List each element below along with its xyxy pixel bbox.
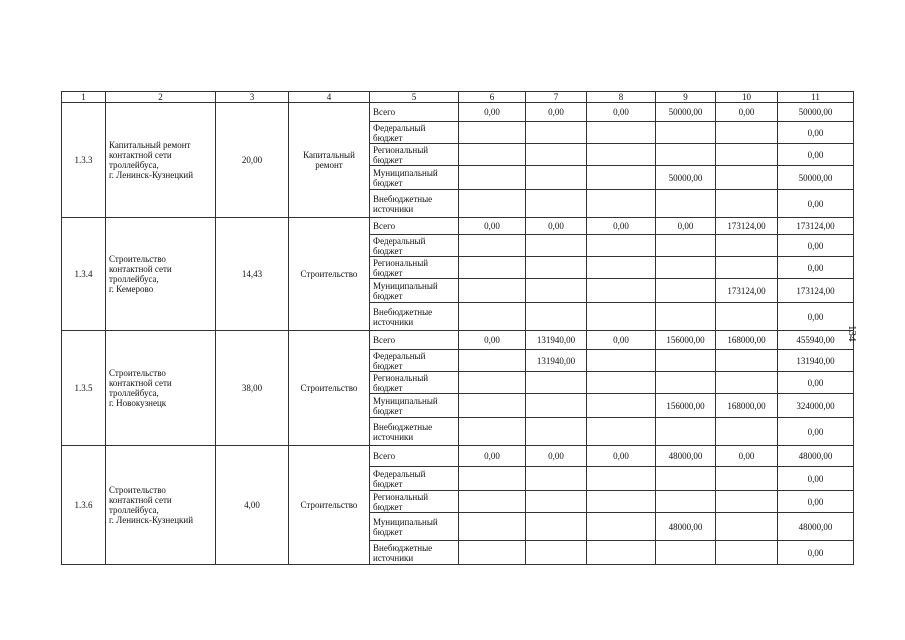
value-cell-10: 168000,00 <box>716 394 778 418</box>
funding-source-line: источники <box>373 316 414 327</box>
value-cell-10 <box>716 372 778 394</box>
item-name <box>106 218 216 331</box>
funding-source <box>370 235 459 257</box>
funding-source-line: Муниципальный <box>373 516 438 527</box>
funding-source-line: бюджет <box>373 360 403 371</box>
value-cell-10 <box>716 513 778 541</box>
funding-source-line: Региональный <box>373 372 429 383</box>
item-name-line: контактной сети <box>109 264 172 274</box>
value-cell-9 <box>656 372 716 394</box>
item-name-line: г. Ленинск-Кузнецкий <box>109 515 194 525</box>
value-cell-11: 0,00 <box>778 190 854 218</box>
value-cell-11: 0,00 <box>778 541 854 565</box>
value-cell-11: 173124,00 <box>778 279 854 303</box>
funding-source <box>370 190 459 218</box>
value-cell-9 <box>656 257 716 279</box>
funding-source-line: Внебюджетные <box>373 421 433 432</box>
column-number: 10 <box>716 92 778 103</box>
value-cell-9: 50000,00 <box>656 166 716 190</box>
value-cell-8 <box>587 491 656 513</box>
funding-source <box>370 303 459 331</box>
value-cell-7 <box>526 279 587 303</box>
value-cell-6 <box>459 257 526 279</box>
funding-source-line: Региональный <box>373 491 429 502</box>
value-cell-11: 173124,00 <box>778 218 854 235</box>
value-cell-6 <box>459 541 526 565</box>
value-cell-8 <box>587 303 656 331</box>
value-cell-8 <box>587 418 656 446</box>
value-cell-9 <box>656 190 716 218</box>
value-cell-6 <box>459 190 526 218</box>
value-cell-10: 0,00 <box>716 103 778 122</box>
item-name-line: Капитальный ремонт <box>109 140 191 150</box>
value-cell-10 <box>716 257 778 279</box>
value-cell-10 <box>716 303 778 331</box>
item-name <box>106 103 216 218</box>
value-cell-7: 131940,00 <box>526 350 587 372</box>
value-cell-9 <box>656 303 716 331</box>
value-cell-9: 156000,00 <box>656 394 716 418</box>
work-type-line: Строительство <box>300 269 358 279</box>
work-type <box>289 446 370 565</box>
value-cell-7 <box>526 513 587 541</box>
value-cell-11: 50000,00 <box>778 166 854 190</box>
item-name-line: г. Кемерово <box>109 284 154 294</box>
value-cell-11: 50000,00 <box>778 103 854 122</box>
value-cell-10 <box>716 144 778 166</box>
column-number: 5 <box>370 92 459 103</box>
value-cell-6 <box>459 350 526 372</box>
value-cell-7 <box>526 541 587 565</box>
item-code: 1.3.5 <box>62 331 106 446</box>
value-cell-6 <box>459 372 526 394</box>
funding-source-line: Федеральный <box>373 468 426 479</box>
funding-source-line: бюджет <box>373 405 403 416</box>
table-row <box>62 103 854 122</box>
value-cell-8 <box>587 279 656 303</box>
value-cell-7: 0,00 <box>526 103 587 122</box>
value-cell-6 <box>459 279 526 303</box>
value-cell-10 <box>716 491 778 513</box>
funding-source <box>370 144 459 166</box>
value-cell-7 <box>526 303 587 331</box>
value-cell-8 <box>587 122 656 144</box>
item-name-line: г. Ленинск-Кузнецкий <box>109 170 194 180</box>
value-cell-9 <box>656 541 716 565</box>
item-name-line: контактной сети <box>109 150 172 160</box>
funding-source-line: бюджет <box>373 132 403 143</box>
value-cell-11: 0,00 <box>778 257 854 279</box>
value-cell-7 <box>526 394 587 418</box>
item-name-line: троллейбуса, <box>109 160 159 170</box>
value-cell-7 <box>526 144 587 166</box>
value-cell-10 <box>716 350 778 372</box>
value-cell-6 <box>459 235 526 257</box>
value-cell-9: 50000,00 <box>656 103 716 122</box>
funding-source <box>370 394 459 418</box>
funding-source <box>370 257 459 279</box>
value-cell-8 <box>587 513 656 541</box>
value-cell-7: 131940,00 <box>526 331 587 350</box>
value-cell-9 <box>656 467 716 491</box>
value-cell-10 <box>716 122 778 144</box>
value-cell-6 <box>459 418 526 446</box>
budget-table <box>61 91 854 565</box>
funding-source-line: бюджет <box>373 267 403 278</box>
column-number: 8 <box>587 92 656 103</box>
funding-source-line: Муниципальный <box>373 395 438 406</box>
value-cell-7 <box>526 257 587 279</box>
value-cell-11: 0,00 <box>778 491 854 513</box>
value-cell-10: 173124,00 <box>716 218 778 235</box>
value-cell-7 <box>526 467 587 491</box>
value-cell-11: 0,00 <box>778 122 854 144</box>
item-name <box>106 446 216 565</box>
value-cell-10 <box>716 235 778 257</box>
item-amount: 38,00 <box>216 331 289 446</box>
work-type-line: Строительство <box>300 500 358 510</box>
value-cell-8 <box>587 257 656 279</box>
work-type-line: Строительство <box>300 383 358 393</box>
funding-source <box>370 218 459 235</box>
value-cell-10: 168000,00 <box>716 331 778 350</box>
value-cell-9 <box>656 279 716 303</box>
column-number: 2 <box>106 92 216 103</box>
page-number: 134 <box>846 325 858 342</box>
item-amount: 14,43 <box>216 218 289 331</box>
funding-source <box>370 350 459 372</box>
work-type <box>289 331 370 446</box>
value-cell-8 <box>587 350 656 372</box>
value-cell-11: 0,00 <box>778 467 854 491</box>
value-cell-9: 0,00 <box>656 218 716 235</box>
funding-source <box>370 103 459 122</box>
value-cell-6: 0,00 <box>459 446 526 467</box>
value-cell-11: 0,00 <box>778 418 854 446</box>
value-cell-9 <box>656 235 716 257</box>
funding-source-line: Всего <box>373 107 396 117</box>
funding-source-line: бюджет <box>373 478 403 489</box>
value-cell-9 <box>656 350 716 372</box>
item-name-line: Строительство <box>109 485 166 495</box>
value-cell-11: 131940,00 <box>778 350 854 372</box>
item-name-line: контактной сети <box>109 378 172 388</box>
value-cell-8 <box>587 144 656 166</box>
value-cell-8: 0,00 <box>587 218 656 235</box>
funding-source-line: Всего <box>373 451 396 461</box>
item-amount: 4,00 <box>216 446 289 565</box>
column-number: 1 <box>62 92 106 103</box>
value-cell-6: 0,00 <box>459 218 526 235</box>
table-row <box>62 331 854 350</box>
funding-source-line: бюджет <box>373 290 403 301</box>
value-cell-7 <box>526 418 587 446</box>
funding-source-line: Внебюджетные <box>373 542 433 553</box>
value-cell-9: 48000,00 <box>656 446 716 467</box>
value-cell-8 <box>587 467 656 491</box>
item-amount: 20,00 <box>216 103 289 218</box>
value-cell-7 <box>526 372 587 394</box>
value-cell-11: 0,00 <box>778 303 854 331</box>
funding-source-line: бюджет <box>373 177 403 188</box>
item-name <box>106 331 216 446</box>
value-cell-9 <box>656 122 716 144</box>
value-cell-8 <box>587 372 656 394</box>
item-name-line: троллейбуса, <box>109 274 159 284</box>
value-cell-7 <box>526 491 587 513</box>
value-cell-8 <box>587 235 656 257</box>
funding-source-line: Федеральный <box>373 350 426 361</box>
value-cell-10 <box>716 190 778 218</box>
funding-source <box>370 331 459 350</box>
funding-source-line: Федеральный <box>373 122 426 133</box>
work-type-line: ремонт <box>315 160 343 170</box>
value-cell-7 <box>526 122 587 144</box>
item-name-line: Строительство <box>109 368 166 378</box>
value-cell-11: 48000,00 <box>778 513 854 541</box>
column-number: 9 <box>656 92 716 103</box>
table-row <box>62 446 854 467</box>
column-number: 11 <box>778 92 854 103</box>
value-cell-8 <box>587 190 656 218</box>
funding-source <box>370 513 459 541</box>
value-cell-6 <box>459 491 526 513</box>
funding-source-line: Региональный <box>373 144 429 155</box>
funding-source-line: Региональный <box>373 257 429 268</box>
item-code: 1.3.4 <box>62 218 106 331</box>
value-cell-10 <box>716 418 778 446</box>
item-code: 1.3.6 <box>62 446 106 565</box>
value-cell-6 <box>459 122 526 144</box>
funding-source-line: Федеральный <box>373 235 426 246</box>
value-cell-8: 0,00 <box>587 446 656 467</box>
funding-source <box>370 122 459 144</box>
value-cell-9: 156000,00 <box>656 331 716 350</box>
value-cell-10: 0,00 <box>716 446 778 467</box>
value-cell-11: 455940,00 <box>778 331 854 350</box>
value-cell-9: 48000,00 <box>656 513 716 541</box>
value-cell-6 <box>459 166 526 190</box>
funding-source <box>370 541 459 565</box>
value-cell-10 <box>716 467 778 491</box>
column-number: 3 <box>216 92 289 103</box>
value-cell-11: 0,00 <box>778 235 854 257</box>
work-type <box>289 103 370 218</box>
funding-source-line: бюджет <box>373 501 403 512</box>
value-cell-11: 324000,00 <box>778 394 854 418</box>
funding-source-line: Муниципальный <box>373 167 438 178</box>
funding-source-line: источники <box>373 431 414 442</box>
value-cell-11: 0,00 <box>778 372 854 394</box>
funding-source-line: источники <box>373 552 414 563</box>
value-cell-8: 0,00 <box>587 103 656 122</box>
value-cell-8: 0,00 <box>587 331 656 350</box>
value-cell-9 <box>656 144 716 166</box>
value-cell-7: 0,00 <box>526 218 587 235</box>
funding-source <box>370 446 459 467</box>
value-cell-7: 0,00 <box>526 446 587 467</box>
funding-source <box>370 491 459 513</box>
column-number-row <box>62 92 854 103</box>
funding-source-line: Муниципальный <box>373 280 438 291</box>
column-number: 7 <box>526 92 587 103</box>
funding-source-line: бюджет <box>373 154 403 165</box>
value-cell-7 <box>526 235 587 257</box>
funding-source-line: источники <box>373 203 414 214</box>
funding-source <box>370 166 459 190</box>
item-name-line: контактной сети <box>109 495 172 505</box>
value-cell-10 <box>716 541 778 565</box>
value-cell-8 <box>587 166 656 190</box>
value-cell-6 <box>459 513 526 541</box>
funding-source-line: бюджет <box>373 526 403 537</box>
column-number: 6 <box>459 92 526 103</box>
value-cell-6 <box>459 394 526 418</box>
item-name-line: троллейбуса, <box>109 388 159 398</box>
value-cell-9 <box>656 491 716 513</box>
item-code: 1.3.3 <box>62 103 106 218</box>
value-cell-7 <box>526 166 587 190</box>
value-cell-6: 0,00 <box>459 103 526 122</box>
item-name-line: троллейбуса, <box>109 505 159 515</box>
item-name-line: г. Новокузнецк <box>109 398 167 408</box>
value-cell-8 <box>587 541 656 565</box>
funding-source <box>370 467 459 491</box>
funding-source-line: бюджет <box>373 382 403 393</box>
item-name-line: Строительство <box>109 254 166 264</box>
funding-source <box>370 418 459 446</box>
value-cell-11: 0,00 <box>778 144 854 166</box>
table-row <box>62 218 854 235</box>
value-cell-11: 48000,00 <box>778 446 854 467</box>
value-cell-7 <box>526 190 587 218</box>
value-cell-6 <box>459 467 526 491</box>
column-number: 4 <box>289 92 370 103</box>
funding-source-line: Всего <box>373 221 396 231</box>
funding-source <box>370 372 459 394</box>
value-cell-9 <box>656 418 716 446</box>
funding-source-line: Всего <box>373 335 396 345</box>
funding-source-line: Внебюджетные <box>373 193 433 204</box>
funding-source-line: Внебюджетные <box>373 306 433 317</box>
work-type-line: Капитальный <box>303 150 355 160</box>
value-cell-10: 173124,00 <box>716 279 778 303</box>
value-cell-10 <box>716 166 778 190</box>
value-cell-8 <box>587 394 656 418</box>
funding-source-line: бюджет <box>373 245 403 256</box>
value-cell-6 <box>459 144 526 166</box>
work-type <box>289 218 370 331</box>
value-cell-6 <box>459 303 526 331</box>
funding-source <box>370 279 459 303</box>
value-cell-6: 0,00 <box>459 331 526 350</box>
